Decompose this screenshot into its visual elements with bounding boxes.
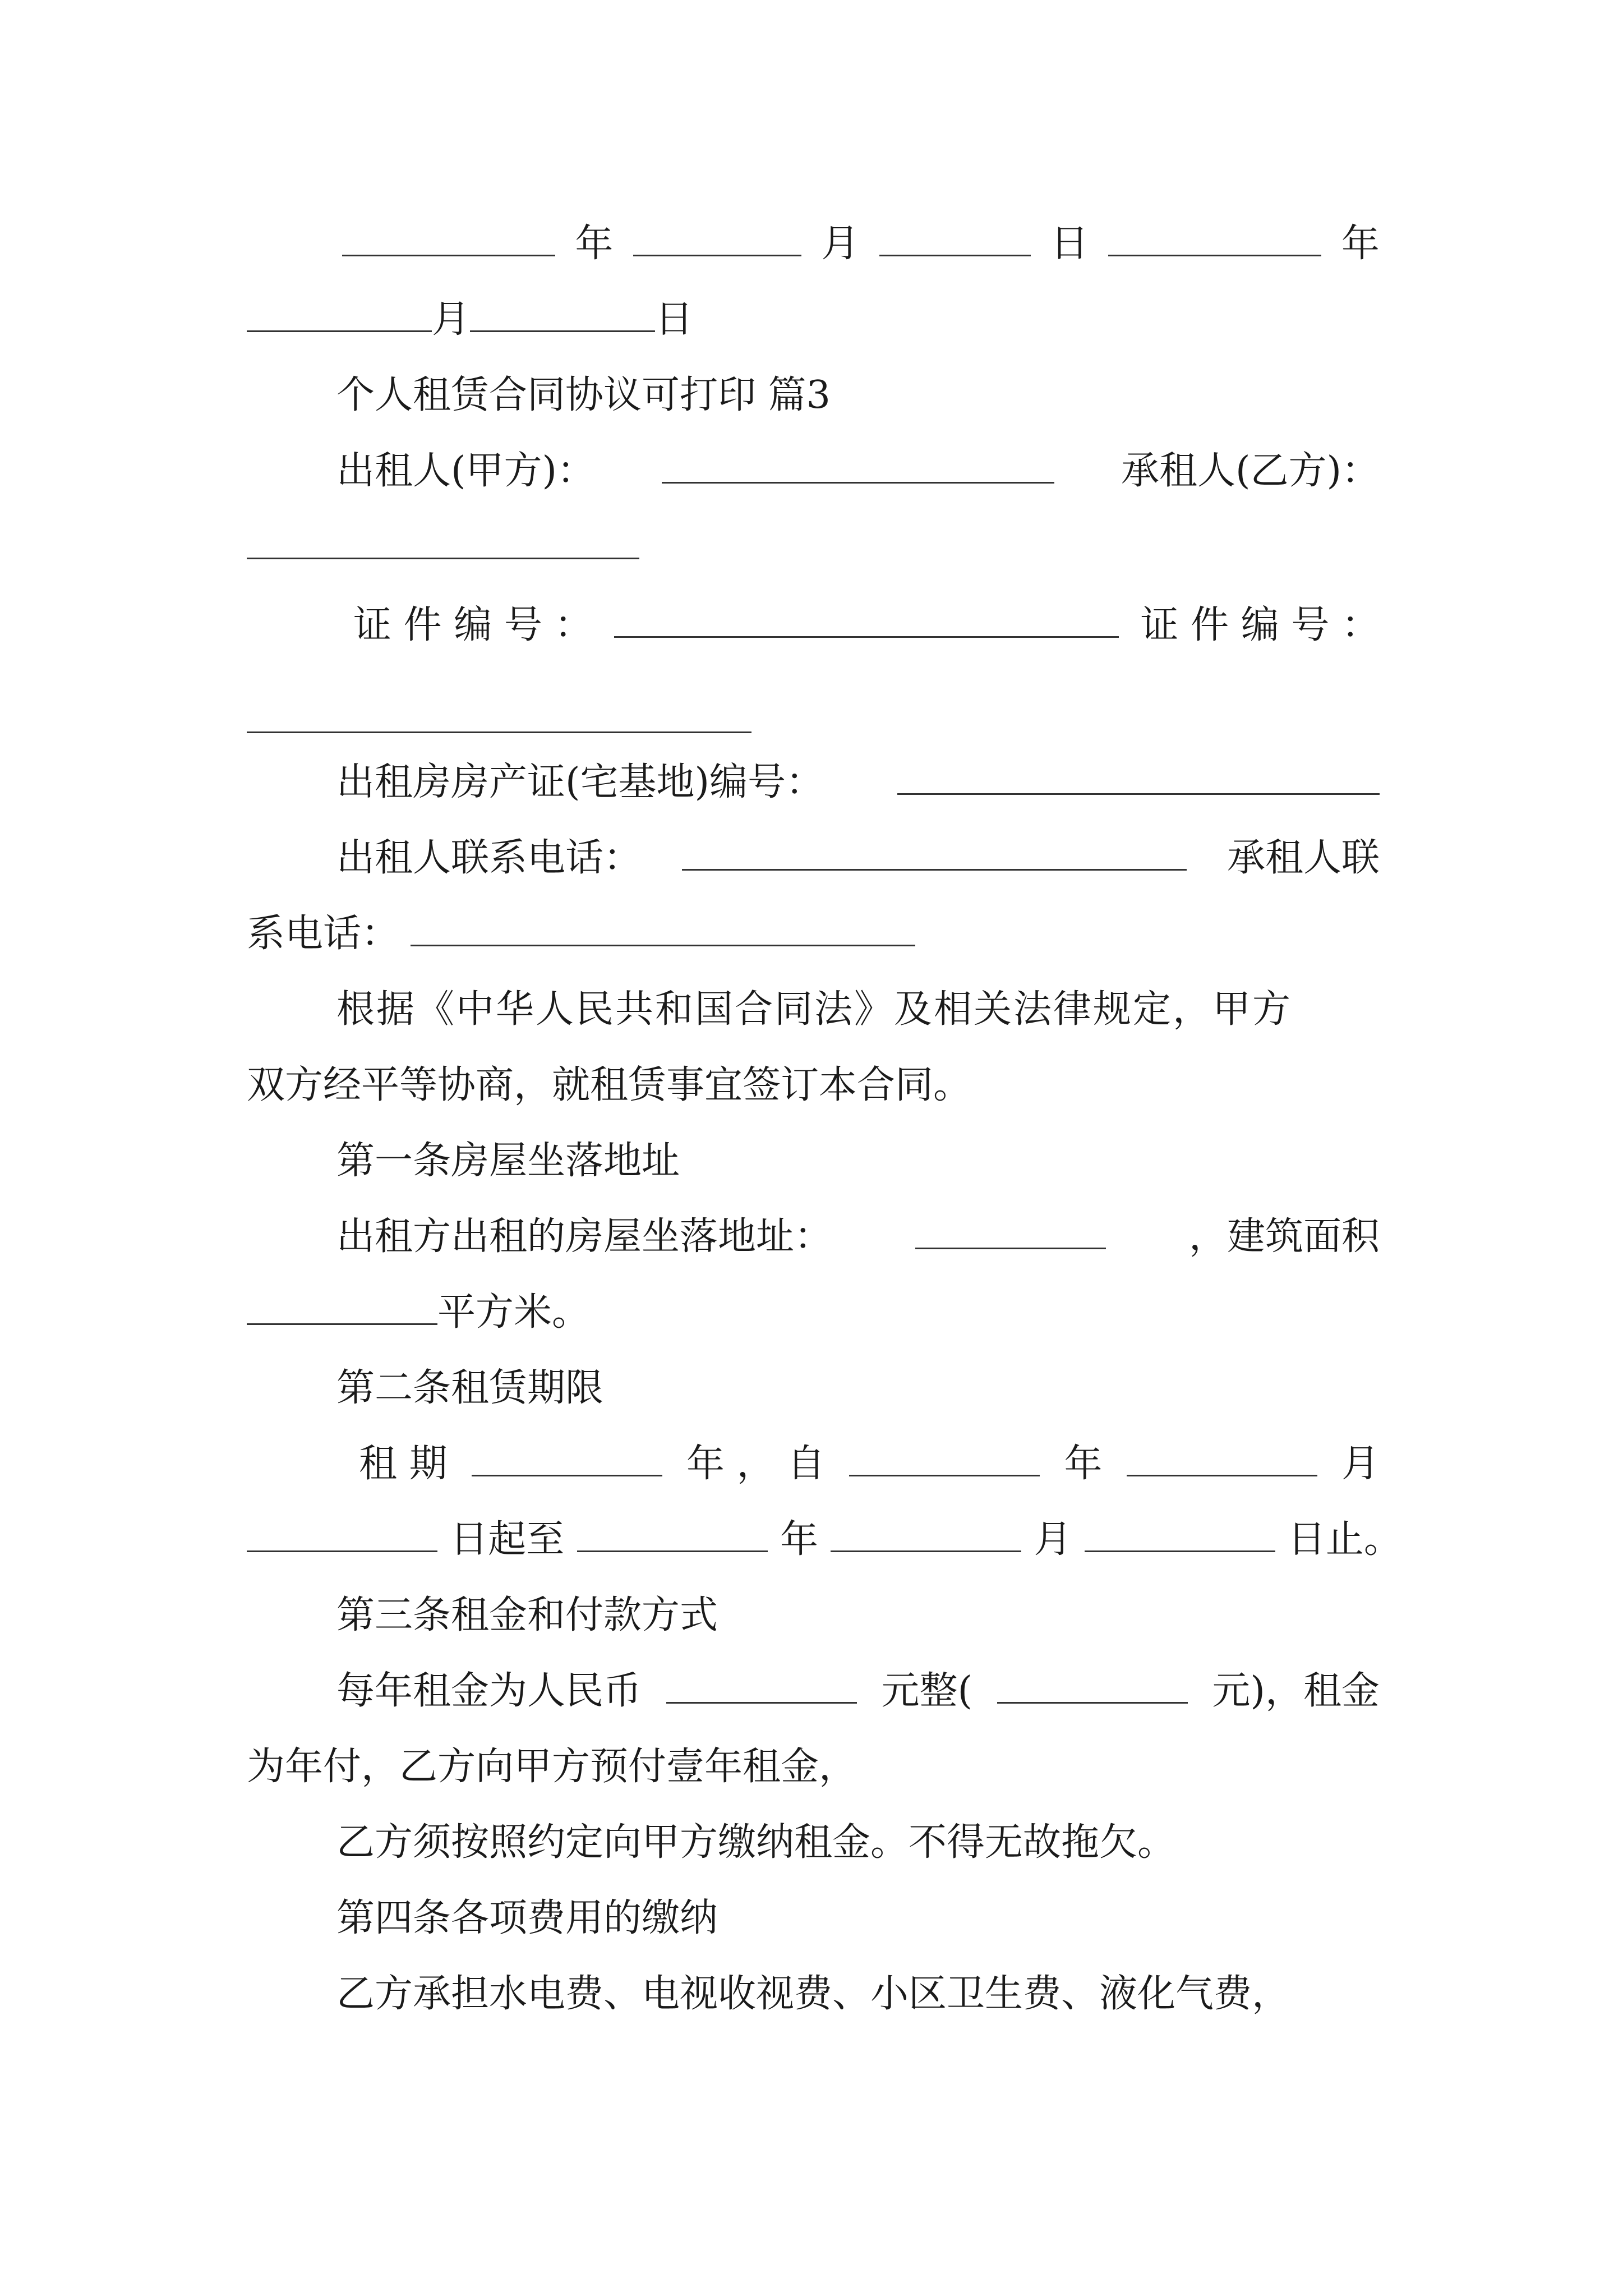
blank-field <box>682 838 1187 871</box>
lessor-label: 出租人(甲方)： <box>336 449 596 493</box>
area-label: ，建筑面积 <box>1188 1214 1380 1259</box>
blank-field <box>997 1671 1188 1704</box>
article-4-text: 乙方承担水电费、电视收视费、小区卫生费、液化气费， <box>336 1972 1290 2016</box>
rent-unit: 元整( <box>881 1669 972 1713</box>
article-1-text-cont <box>247 1273 1380 1352</box>
text-year: 年 <box>1341 222 1380 266</box>
date-line-1 <box>247 205 1380 283</box>
text-day: 日 <box>1050 222 1089 266</box>
blank-field <box>411 913 915 946</box>
article-1-title: 第一条房屋坐落地址 <box>336 1139 680 1183</box>
phone-line <box>247 819 1380 898</box>
term-end: 日止。 <box>1287 1517 1402 1562</box>
term-text: 日起至 <box>450 1517 565 1562</box>
section-heading: 个人租赁合同协议可打印 篇3 <box>336 373 831 417</box>
blank-field <box>470 299 655 332</box>
blank-field <box>1085 1519 1275 1552</box>
blank-field <box>897 762 1380 795</box>
text-month: 月 <box>821 222 860 266</box>
id-label: 证 件 编 号 ： <box>1140 603 1380 647</box>
text-year: 年 <box>780 1517 818 1562</box>
article-2-text-cont <box>247 1501 1402 1579</box>
id-line <box>247 586 1380 665</box>
address-label: 出租方出租的房屋坐落地址： <box>336 1214 833 1259</box>
lessor-phone-label: 出租人联系电话： <box>336 836 642 880</box>
lessee-phone-label: 承租人联 <box>1227 836 1380 880</box>
article-3-text <box>247 1652 1380 1731</box>
blank-field <box>472 1443 662 1476</box>
cert-line <box>247 743 1380 822</box>
blank-field <box>247 700 751 733</box>
party-line <box>247 432 1380 510</box>
text-year: 年 <box>1064 1442 1103 1486</box>
article-2-title: 第二条租赁期限 <box>336 1366 604 1410</box>
article-1-text <box>247 1198 1380 1276</box>
blank-field <box>1127 1443 1317 1476</box>
text-month: 月 <box>432 297 471 342</box>
blank-field <box>915 1216 1106 1249</box>
rent-tail: 元)，租金 <box>1212 1669 1380 1713</box>
intro-paragraph: 根据《中华人民共和国合同法》及相关法律规定，甲方 <box>336 987 1293 1032</box>
article-3-title: 第三条租金和付款方式 <box>336 1593 718 1637</box>
blank-field <box>247 1519 437 1552</box>
blank-field <box>614 605 1119 638</box>
term-text: 年 ， 自 <box>686 1442 826 1486</box>
intro-paragraph: 双方经平等协商，就租赁事宜签订本合同。 <box>247 1063 972 1107</box>
blank-field <box>342 223 555 256</box>
text-month: 月 <box>1034 1517 1072 1562</box>
blank-field <box>831 1519 1021 1552</box>
article-4-title: 第四条各项费用的缴纳 <box>336 1896 718 1940</box>
lessee-label: 承租人(乙方)： <box>1121 449 1380 493</box>
text-year: 年 <box>575 222 614 266</box>
blank-field <box>879 223 1031 256</box>
article-3-text-cont: 为年付，乙方向甲方预付壹年租金， <box>247 1745 857 1789</box>
article-2-text <box>247 1425 1380 1503</box>
phone-line-cont <box>247 895 1380 973</box>
lessee-phone-label: 系电话： <box>247 912 400 956</box>
blank-field <box>662 450 1054 484</box>
rent-label: 每年租金为人民币 <box>336 1669 642 1713</box>
id-label: 证 件 编 号 ： <box>353 603 593 647</box>
blank-field <box>633 223 801 256</box>
cert-label: 出租房房产证(宅基地)编号： <box>336 760 824 804</box>
term-label: 租 期 <box>359 1442 448 1486</box>
text-day: 日 <box>655 297 694 342</box>
party-line-cont <box>247 508 1380 586</box>
blank-field <box>247 1292 437 1325</box>
blank-field <box>666 1671 857 1704</box>
area-unit: 平方米。 <box>437 1290 591 1335</box>
article-3-text: 乙方须按照约定向甲方缴纳租金。不得无故拖欠。 <box>336 1820 1176 1865</box>
date-line-2 <box>247 280 1380 359</box>
blank-field <box>849 1443 1040 1476</box>
text-month: 月 <box>1341 1442 1380 1486</box>
blank-field <box>1108 223 1321 256</box>
blank-field <box>577 1519 768 1552</box>
blank-field <box>247 299 432 332</box>
blank-field <box>247 526 639 559</box>
